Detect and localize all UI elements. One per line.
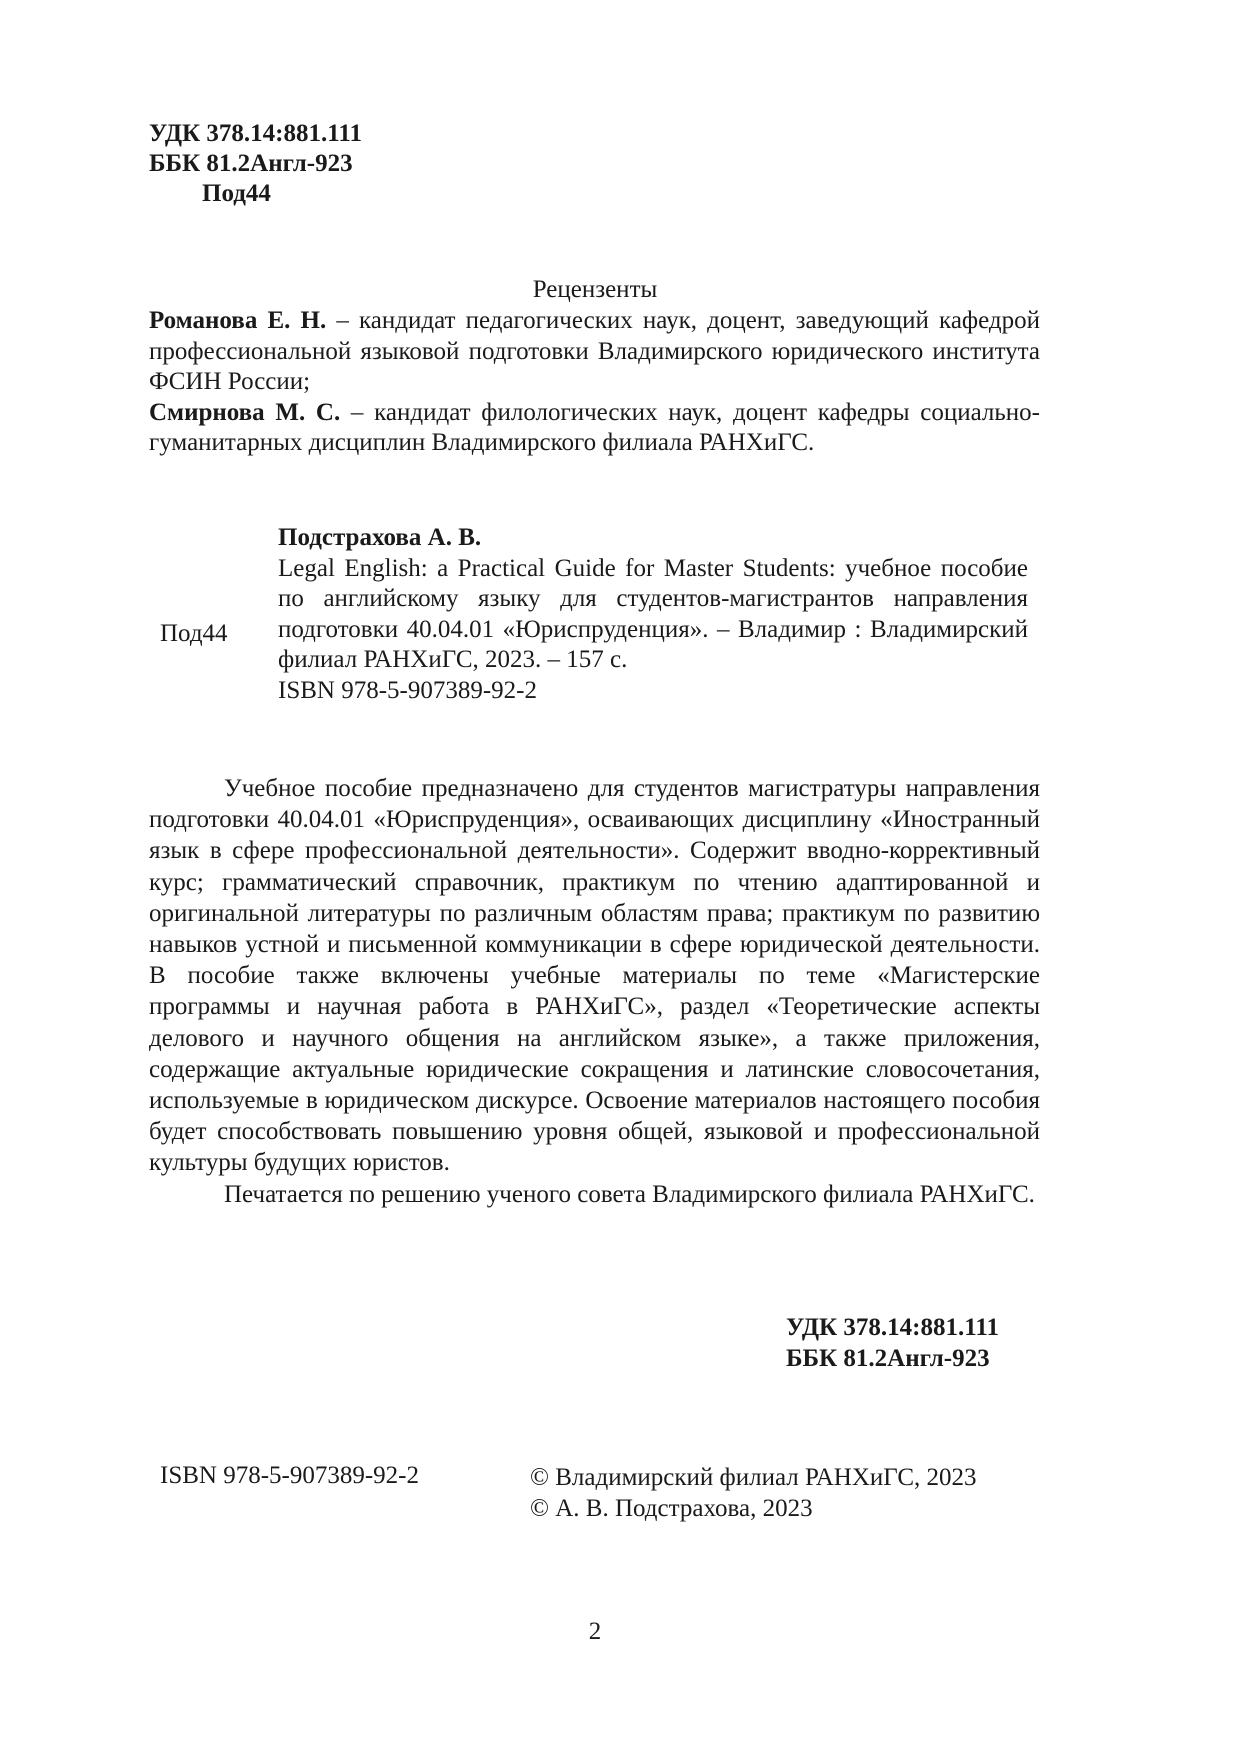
bbk-code: ББК 81.2Англ-923 [149, 150, 353, 177]
reviewer-name: Смирнова М. С. [149, 398, 341, 426]
copyright-line: © Владимирский филиал РАНХиГС, 2023 [530, 1464, 977, 1491]
author-mark: Под44 [202, 180, 271, 207]
reviewers-title: Рецензенты [532, 276, 658, 303]
footer-isbn: ISBN 978-5-907389-92-2 [160, 1462, 420, 1489]
copyright-block [530, 1462, 977, 1524]
biblio-author: Подстрахова А. В. [278, 524, 482, 551]
reviewers-list [149, 306, 1040, 459]
bbk-code: ББК 81.2Англ-923 [786, 1345, 990, 1372]
bibliographic-record [278, 523, 1028, 706]
biblio-description: Legal English: a Practical Guide for Master Students: учебное пособие по английскому языку для студентов-магистрантов направления подготовки 40.04.01 «Юриспруденция». – Владимир : Владимирский филиал РАНХиГС, 2023. – 157 с. [278, 554, 1028, 673]
biblio-author-mark: Под44 [160, 620, 228, 647]
abstract [149, 773, 1040, 1210]
reviewer-description: – кандидат педагогических наук, доцент, заведующий кафедрой профессиональной языковой подготовки Владимирского юридического института ФСИН России; [149, 307, 1040, 395]
page-number: 2 [588, 1618, 602, 1645]
udk-code: УДК 378.14:881.111 [149, 120, 362, 147]
reviewer-name: Романова Е. Н. [149, 307, 327, 334]
reviewer-item [149, 306, 1040, 398]
top-classification-codes [149, 119, 362, 209]
bottom-classification-codes [786, 1312, 999, 1374]
copyright-line: © А. В. Подстрахова, 2023 [530, 1495, 813, 1522]
reviewer-item [149, 398, 1040, 459]
abstract-paragraph: Печатается по решению ученого совета Владимирского филиала РАНХиГС. [224, 1180, 1035, 1208]
udk-code: УДК 378.14:881.111 [786, 1314, 999, 1341]
abstract-paragraph: Учебное пособие предназначено для студентов магистратуры направления подготовки 40.04.01 «Юриспруденция», осваивающих дисциплину «Иностранный язык в сфере профессиональной деятельности». Содержит вводно-коррективный курс; грамматический справочник, практикум по чтению адаптированной и оригинальной литературы по различным областям права; практикум по развитию навыков устной и письменной коммуникации в сфере юридической деятельности. В пособие также включены учебные материалы по теме «Магистерские программы и научная работа в РАНХиГС», раздел «Теоретические аспекты делового и научного общения на английском языке», а также приложения, содержащие актуальные юридические сокращения и латинские словосочетания, используемые в юридическом дискурсе. Освоение материалов настоящего пособия будет способствовать повышению уровня общей, языковой и профессиональной культуры будущих юристов. [149, 775, 1040, 1177]
reviewer-description: – кандидат филологических наук, доцент кафедры социально-гуманитарных дисциплин Владимирского филиала РАНХиГС. [149, 398, 1040, 456]
biblio-isbn: ISBN 978-5-907389-92-2 [278, 676, 538, 704]
